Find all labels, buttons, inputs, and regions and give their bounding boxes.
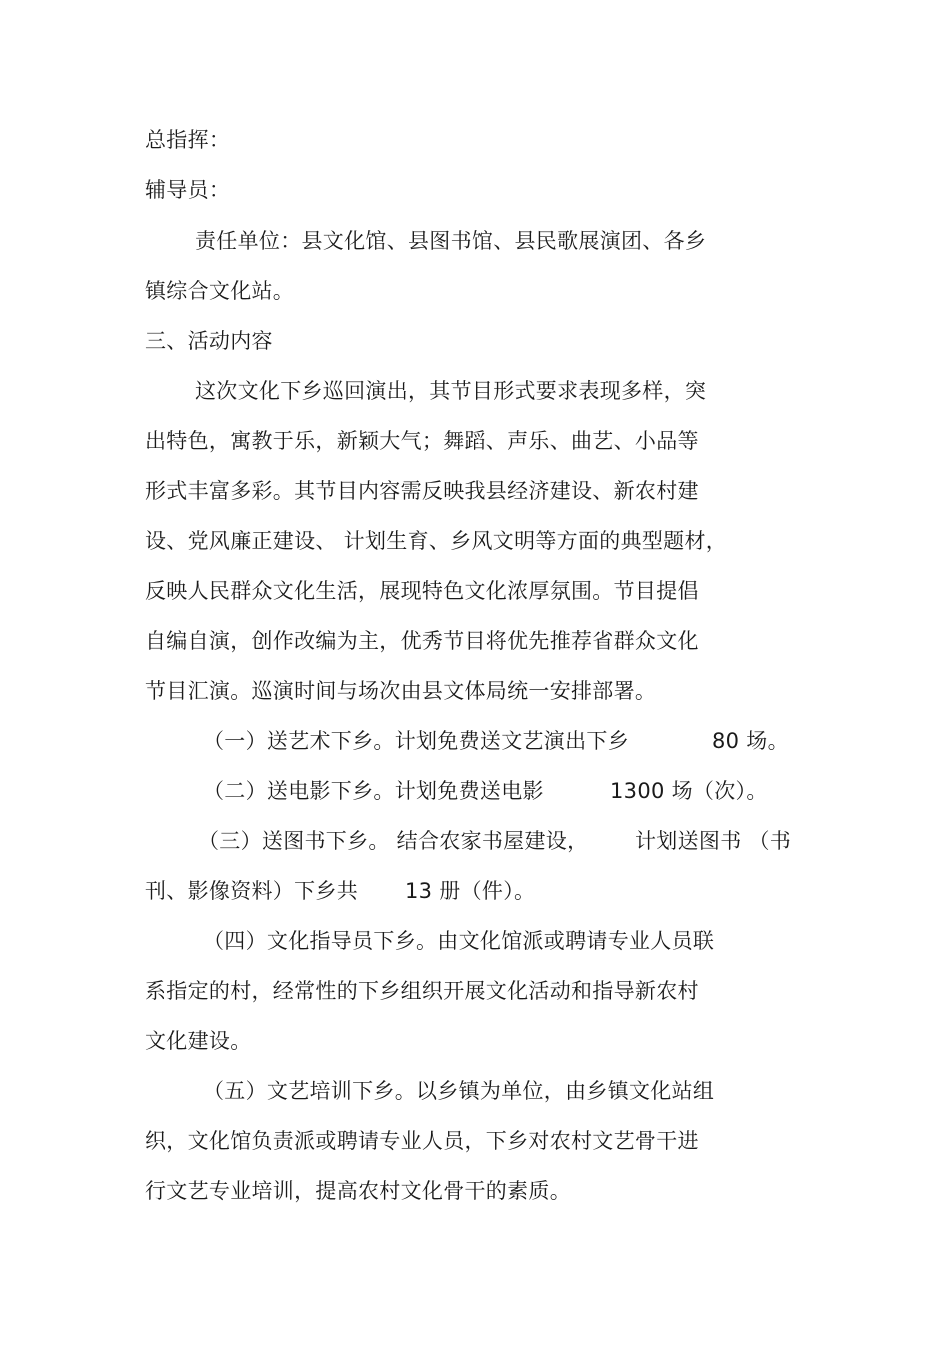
item-3-text-b: 计划送图书 （书 bbox=[635, 829, 792, 853]
intro-line-7: 节目汇演。巡演时间与场次由县文体局统一安排部署。 bbox=[145, 679, 657, 703]
intro-line-2: 出特色，寓教于乐，新颖大气；舞蹈、声乐、曲艺、小品等 bbox=[145, 429, 699, 453]
item-1-count: 80 场。 bbox=[712, 729, 789, 753]
instructor-label: 辅导员： bbox=[145, 178, 231, 202]
commander-label: 总指挥： bbox=[145, 128, 231, 152]
item-3-text-c: 刊、影像资料）下乡共 bbox=[145, 879, 358, 903]
item-5-line-3: 行文艺专业培训，提高农村文化骨干的素质。 bbox=[145, 1179, 571, 1203]
item-3-count: 13 册（件）。 bbox=[405, 879, 536, 903]
intro-line-1: 这次文化下乡巡回演出，其节目形式要求表现多样，突 bbox=[195, 379, 707, 403]
item-2-count: 1300 场（次）。 bbox=[610, 779, 768, 803]
item-1-text: （一）送艺术下乡。计划免费送文艺演出下乡 bbox=[203, 729, 629, 753]
responsibility-line-1: 责任单位：县文化馆、县图书馆、县民歌展演团、各乡 bbox=[195, 229, 707, 253]
item-3-text-a: （三）送图书下乡。 结合农家书屋建设， bbox=[198, 829, 589, 853]
intro-line-3: 形式丰富多彩。其节目内容需反映我县经济建设、新农村建 bbox=[145, 479, 699, 503]
intro-line-4: 设、党风廉正建设、 计划生育、乡风文明等方面的典型题材， bbox=[145, 529, 728, 553]
responsibility-line-2: 镇综合文化站。 bbox=[145, 279, 295, 303]
intro-line-5: 反映人民群众文化生活，展现特色文化浓厚氛围。节目提倡 bbox=[145, 579, 699, 603]
item-5-line-1: （五）文艺培训下乡。以乡镇为单位，由乡镇文化站组 bbox=[203, 1079, 715, 1103]
item-5-line-2: 织，文化馆负责派或聘请专业人员，下乡对农村文艺骨干进 bbox=[145, 1129, 699, 1153]
item-4-line-2: 系指定的村，经常性的下乡组织开展文化活动和指导新农村 bbox=[145, 979, 699, 1003]
item-4-line-1: （四）文化指导员下乡。由文化馆派或聘请专业人员联 bbox=[203, 929, 715, 953]
intro-line-6: 自编自演，创作改编为主，优秀节目将优先推荐省群众文化 bbox=[145, 629, 699, 653]
item-4-line-3: 文化建设。 bbox=[145, 1029, 252, 1053]
item-2-text: （二）送电影下乡。计划免费送电影 bbox=[203, 779, 544, 803]
section-heading: 三、活动内容 bbox=[145, 329, 273, 353]
